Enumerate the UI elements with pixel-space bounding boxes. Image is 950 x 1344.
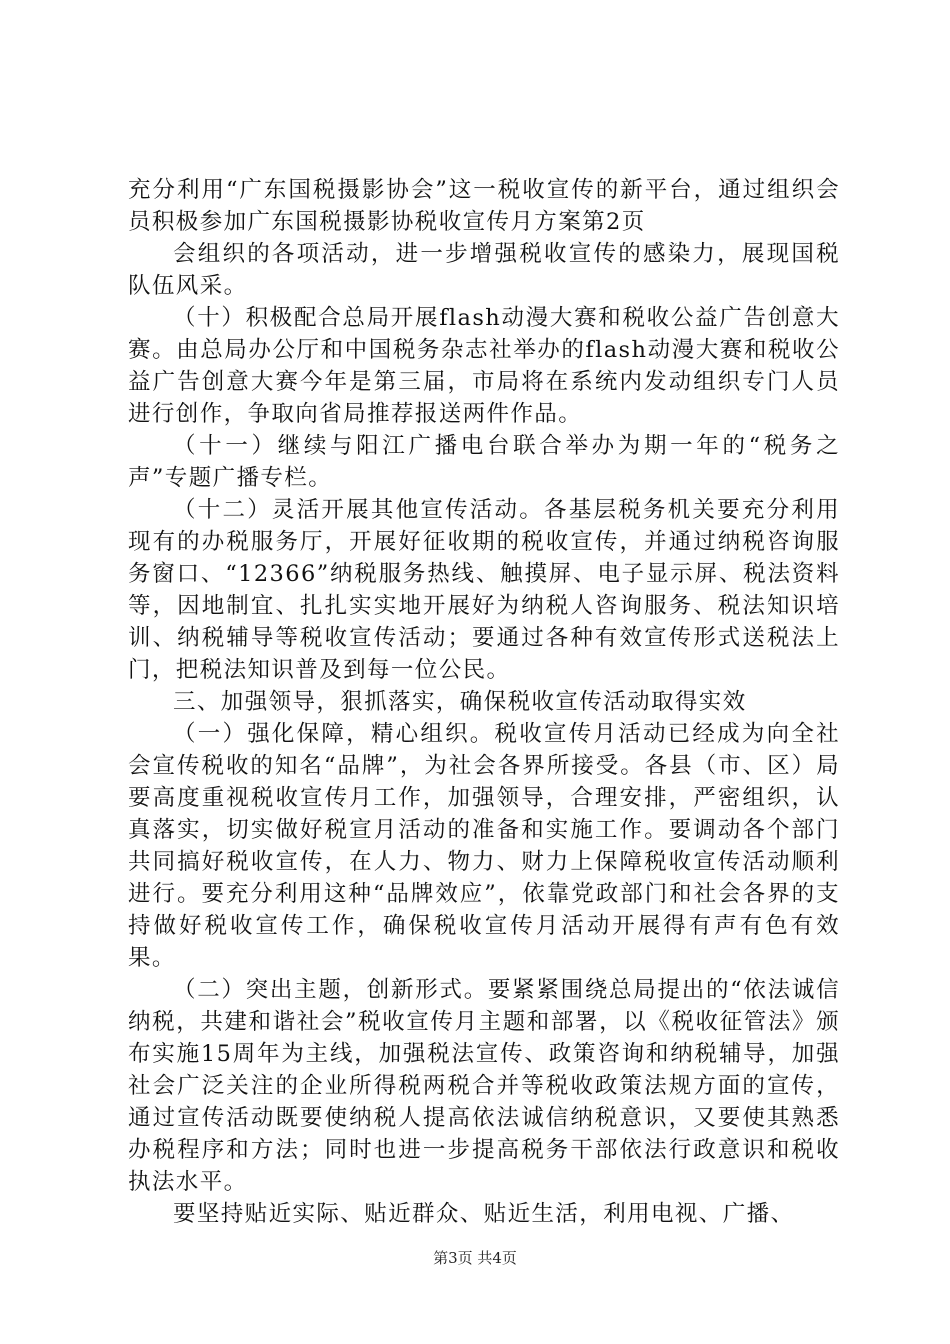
section-heading: 三、加强领导，狠抓落实，确保税收宣传活动取得实效 bbox=[173, 689, 747, 715]
paragraph-3: （十）积极配合总局开展flash动漫大赛和税收公益广告创意大赛。由总局办公厅和中国税务杂志社举办的flash动漫大赛和税收公益广告创意大赛今年是第三届，市局将在系统内发动组织专门人员进行创作，争取向省局推荐报送两件作品。 bbox=[128, 305, 840, 427]
paragraph-1: 充分利用“广东国税摄影协会”这一税收宣传的新平台，通过组织会员积极参加广东国税摄影协税收宣传月方案第2页 bbox=[128, 177, 840, 235]
paragraph-7: （二）突出主题，创新形式。要紧紧围绕总局提出的“依法诚信纳税，共建和谐社会”税收宣传月主题和部署，以《税收征管法》颁布实施15周年为主线，加强税法宣传、政策咨询和纳税辅导，加强社会广泛关注的企业所得税两税合并等税收政策法规方面的宣传，通过宣传活动既要使纳税人提高依法诚信纳税意识，又要使其熟悉办税程序和方法；同时也进一步提高税务干部依法行政意识和税收执法水平。 bbox=[128, 977, 840, 1195]
paragraph-5: （十二）灵活开展其他宣传活动。各基层税务机关要充分利用现有的办税服务厅，开展好征收期的税收宣传，并通过纳税咨询服务窗口、“12366”纳税服务热线、触摸屏、电子显示屏、税法资料等，因地制宜、扎扎实实地开展好为纳税人咨询服务、税法知识培训、纳税辅导等税收宣传活动；要通过各种有效宣传形式送税法上门，把税法知识普及到每一位公民。 bbox=[128, 497, 840, 683]
document-body bbox=[128, 174, 840, 1230]
page-number: 第3页 共4页 bbox=[433, 1249, 517, 1267]
paragraph-4: （十一）继续与阳江广播电台联合举办为期一年的“税务之声”专题广播专栏。 bbox=[128, 433, 840, 491]
paragraph-8: 要坚持贴近实际、贴近群众、贴近生活，利用电视、广播、 bbox=[173, 1201, 795, 1227]
paragraph-2: 会组织的各项活动，进一步增强税收宣传的感染力，展现国税队伍风采。 bbox=[128, 241, 840, 299]
paragraph-6: （一）强化保障，精心组织。税收宣传月活动已经成为向全社会宣传税收的知名“品牌”，为社会各界所接受。各县（市、区）局要高度重视税收宣传月工作，加强领导，合理安排，严密组织，认真落实，切实做好税宣月活动的准备和实施工作。要调动各个部门共同搞好税收宣传，在人力、物力、财力上保障税收宣传活动顺利进行。要充分利用这种“品牌效应”，依靠党政部门和社会各界的支持做好税收宣传工作，确保税收宣传月活动开展得有声有色有效果。 bbox=[128, 721, 840, 971]
